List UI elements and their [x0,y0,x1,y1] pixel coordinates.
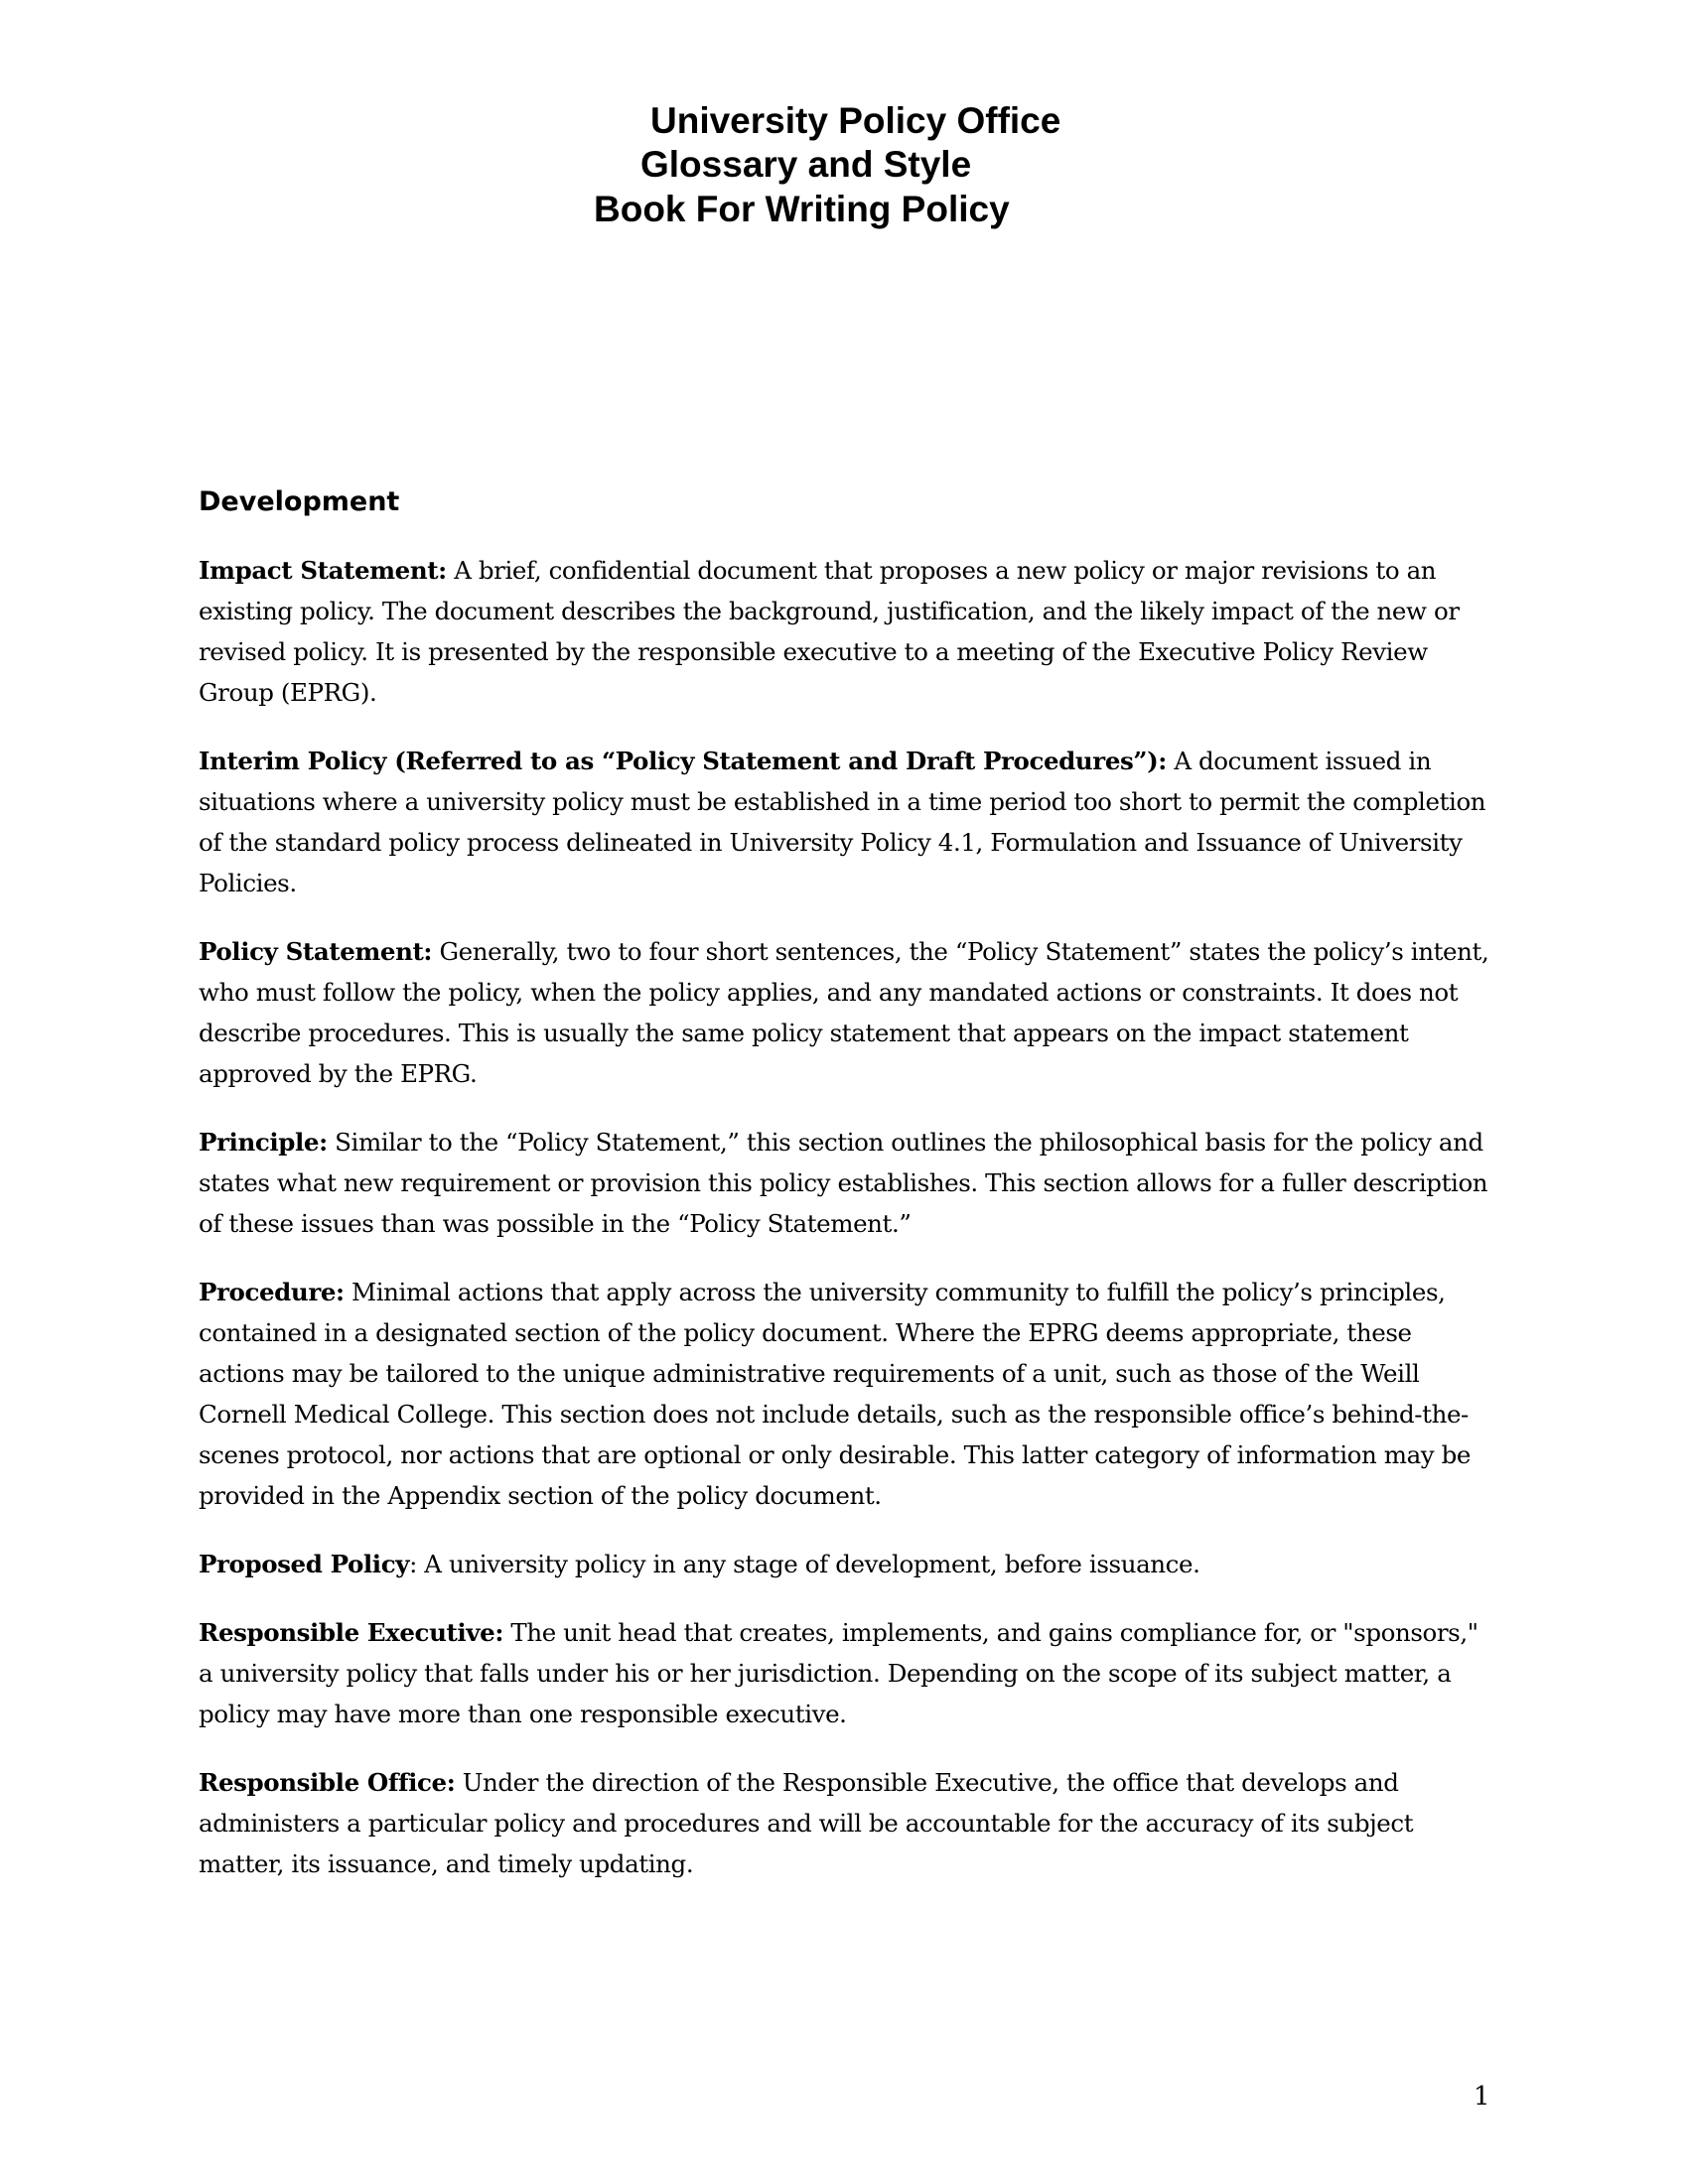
glossary-term: Impact Statement: [199,556,447,585]
glossary-term: Procedure: [199,1278,345,1306]
page-number: 1 [1474,2082,1490,2112]
glossary-term: Policy Statement: [199,937,433,966]
glossary-definition: Generally, two to four short sentences, the “Policy Statement” states the policy’s intent, who must follow the policy, when the policy applies, and any mandated actions or constraints. It does not describe procedures. This is usually the same policy statement that appears on the impact statement approved by the EPRG. [199,937,1489,1088]
glossary-entry-impact-statement [199,550,1489,713]
title-line-1: University Policy Office [650,100,1061,141]
glossary-term: Responsible Office: [199,1768,456,1797]
glossary-definition: The unit head that creates, implements, and gains compliance for, or "sponsors," a university policy that falls under his or her jurisdiction. Depending on the scope of its subject matter, a policy may have more than one responsible executive. [199,1618,1478,1728]
glossary-entry-interim-policy [199,741,1489,903]
glossary-definition: Similar to the “Policy Statement,” this section outlines the philosophical basis for the policy and states what new requirement or provision this policy establishes. This section allows for a fuller description of these issues than was possible in the “Policy Statement.” [199,1128,1488,1238]
glossary-entry-responsible-executive [199,1612,1489,1734]
glossary-definition: A brief, confidential document that proposes a new policy or major revisions to an existing policy. The document describes the background, justification, and the likely impact of the new or revised policy. It is presented by the responsible executive to a meeting of the Executive Policy Review Group (EPRG). [199,556,1460,707]
title-line-3: Book For Writing Policy [594,189,1010,229]
glossary-entry-proposed-policy [199,1544,1489,1584]
glossary-term: Responsible Executive: [199,1618,503,1647]
document-body [199,482,1489,1912]
glossary-definition: A document issued in situations where a university policy must be established in a time period too short to permit the completion of the standard policy process delineated in University Policy 4.1, Formulation and Issuance of University Policies. [199,747,1486,897]
glossary-term: Interim Policy (Referred to as “Policy Statement and Draft Procedures”): [199,747,1167,775]
glossary-term: Principle: [199,1128,328,1157]
section-heading: Development [199,486,400,517]
glossary-entry-principle [199,1122,1489,1244]
glossary-definition: Minimal actions that apply across the university community to fulfill the policy’s principles, contained in a designated section of the policy document. Where the EPRG deems appropriate, these actions may be tailored to the unique administrative requirements of a unit, such as those of the Weill Cornell Medical College. This section does not include details, such as the responsible office’s behind-the-scenes protocol, nor actions that are optional or only desirable. This latter category of information may be provided in the Appendix section of the policy document. [199,1278,1472,1510]
glossary-term: Proposed Policy [199,1550,410,1578]
glossary-definition: Under the direction of the Responsible Executive, the office that develops and administers a particular policy and procedures and will be accountable for the accuracy of its subject matter, its issuance, and timely updating. [199,1768,1414,1878]
glossary-entry-policy-statement [199,931,1489,1094]
title-line-2: Glossary and Style [640,144,972,185]
glossary-definition: : A university policy in any stage of development, before issuance. [409,1550,1200,1578]
glossary-entry-procedure [199,1272,1489,1516]
glossary-entry-responsible-office [199,1762,1489,1884]
